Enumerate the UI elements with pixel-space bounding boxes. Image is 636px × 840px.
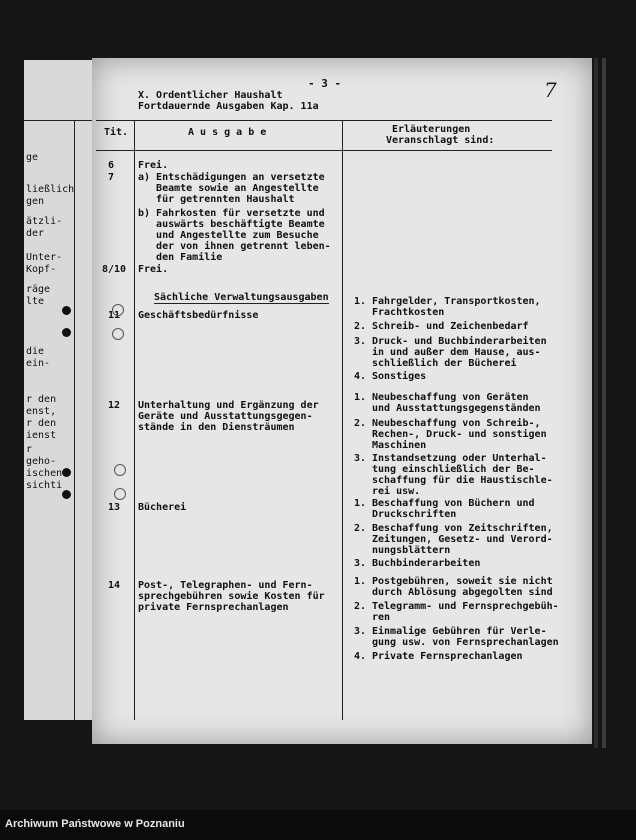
column-rule-tit: [134, 120, 135, 720]
row-7a-line: a) Entschädigungen an versetzte: [138, 172, 325, 183]
row-12-note-number: 3.: [354, 453, 367, 464]
page-edge: [602, 58, 606, 748]
row-13-note-line: Zeitungen, Gesetz- und Verord-: [372, 534, 553, 545]
row-12-note-line: Neubeschaffung von Geräten: [372, 392, 529, 403]
row-14-note-line: durch Ablösung abgegolten sind: [372, 587, 553, 598]
left-page-fragment: [24, 60, 94, 720]
punch-hole: [62, 306, 71, 315]
row-12-text-line: Unterhaltung und Ergänzung der: [138, 400, 319, 411]
column-header-veranschlagt: Veranschlagt sind:: [386, 135, 495, 146]
row-12-note-line: Rechen-, Druck- und sonstigen: [372, 429, 547, 440]
row-14-note-number: 4.: [354, 651, 367, 662]
row-11-note-line: Fahrgelder, Transportkosten,: [372, 296, 541, 307]
row-12-note-line: Instandsetzung oder Unterhal-: [372, 453, 547, 464]
row-6-text: Frei.: [138, 160, 169, 171]
left-page-column-rule: [74, 120, 75, 720]
document-page: [92, 58, 592, 744]
row-12-note-line: rei usw.: [372, 486, 421, 497]
row-7b-line: auswärts beschäftigte Beamte: [138, 219, 325, 230]
binding-clip-mark: [114, 464, 126, 476]
row-12-note-number: 2.: [354, 418, 367, 429]
row-7b-line: den Familie: [138, 252, 223, 263]
left-page-line: ischen: [26, 468, 63, 479]
left-page-line: ge: [26, 152, 39, 163]
row-11-note-line: Sonstiges: [372, 371, 427, 382]
row-12-note-line: Neubeschaffung von Schreib-,: [372, 418, 541, 429]
table-top-rule: [96, 120, 552, 121]
row-14-note-number: 3.: [354, 626, 367, 637]
section-heading: Sächliche Verwaltungsausgaben: [154, 292, 329, 303]
column-header-ausgabe: A u s g a b e: [188, 127, 267, 138]
row-14-text-line: sprechgebühren sowie Kosten für: [138, 591, 325, 602]
row-7b-line: b) Fahrkosten für versetzte und: [138, 208, 325, 219]
punch-hole: [62, 490, 71, 499]
row-14-note-number: 2.: [354, 601, 367, 612]
row-11-note-line: schließlich der Bücherei: [372, 358, 517, 369]
page-mark: - 3 -: [308, 77, 342, 90]
left-page-line: die: [26, 346, 45, 357]
left-page-line: ienst: [26, 430, 57, 441]
left-page-line: lte: [26, 296, 45, 307]
row-14-note-line: Einmalige Gebühren für Verle-: [372, 626, 547, 637]
archive-credit: Archiwum Państwowe w Poznaniu: [5, 818, 185, 830]
left-page-line: Kopf-: [26, 264, 57, 275]
row-11-note-line: in und außer dem Hause, aus-: [372, 347, 541, 358]
row-11-note-number: 2.: [354, 321, 367, 332]
row-11-number: 11: [108, 310, 121, 321]
row-11-note-line: Druck- und Buchbinderarbeiten: [372, 336, 547, 347]
column-rule-ausgabe: [342, 120, 343, 720]
row-14-note-line: ren: [372, 612, 391, 623]
row-13-note-line: Beschaffung von Zeitschriften,: [372, 523, 553, 534]
row-7b-line: und Angestellte zum Besuche: [138, 230, 319, 241]
row-7b-line: der von ihnen getrennt leben-: [138, 241, 331, 252]
left-page-line: ließlich: [26, 184, 75, 195]
binding-clip-mark: [112, 304, 124, 316]
column-header-tit: Tit.: [104, 127, 129, 138]
row-11-text: Geschäftsbedürfnisse: [138, 310, 259, 321]
left-page-line: enst,: [26, 406, 57, 417]
left-page-line: r den: [26, 418, 57, 429]
column-header-erlaeuterungen: Erläuterungen: [392, 124, 471, 135]
row-13-number: 13: [108, 502, 121, 513]
row-12-number: 12: [108, 400, 121, 411]
row-12-note-line: Maschinen: [372, 440, 427, 451]
row-14-note-line: Telegramm- und Fernsprechgebüh-: [372, 601, 559, 612]
row-13-note-line: nungsblättern: [372, 545, 451, 556]
footer-bar: [0, 814, 636, 840]
row-7-number: 7: [108, 172, 115, 183]
row-14-number: 14: [108, 580, 121, 591]
row-13-note-line: Druckschriften: [372, 509, 457, 520]
left-page-line: geho-: [26, 456, 57, 467]
row-11-note-number: 3.: [354, 336, 367, 347]
left-page-line: r: [26, 444, 33, 455]
left-page-line: gen: [26, 196, 45, 207]
row-14-text-line: private Fernsprechanlagen: [138, 602, 289, 613]
left-page-line: sichti: [26, 480, 63, 491]
row-13-note-number: 3.: [354, 558, 367, 569]
row-7a-line: Beamte sowie an Angestellte: [138, 183, 319, 194]
row-11-note-line: Frachtkosten: [372, 307, 445, 318]
row-12-text-line: Geräte und Ausstattungsgegen-: [138, 411, 313, 422]
row-7a-line: für getrennten Haushalt: [138, 194, 295, 205]
row-8-10-number: 8/10: [102, 264, 127, 275]
row-11-note-number: 1.: [354, 296, 367, 307]
left-page-line: räge: [26, 284, 51, 295]
header-line-2: Fortdauernde Ausgaben Kap. 11a: [138, 101, 319, 112]
header-line-1: X. Ordentlicher Haushalt: [138, 90, 283, 101]
row-12-note-line: schaffung für die Haustischle-: [372, 475, 553, 486]
page-number: 7: [544, 78, 557, 102]
row-11-note-number: 4.: [354, 371, 367, 382]
row-12-text-line: stände in den Diensträumen: [138, 422, 295, 433]
row-14-note-line: Postgebühren, soweit sie nicht: [372, 576, 553, 587]
left-page-line: r den: [26, 394, 57, 405]
row-13-note-line: Beschaffung von Büchern und: [372, 498, 535, 509]
row-8-10-text: Frei.: [138, 264, 169, 275]
row-11-note-line: Schreib- und Zeichenbedarf: [372, 321, 529, 332]
row-14-note-line: Private Fernsprechanlagen: [372, 651, 523, 662]
row-12-note-line: tung einschließlich der Be-: [372, 464, 535, 475]
left-page-line: ein-: [26, 358, 51, 369]
row-13-note-line: Buchbinderarbeiten: [372, 558, 481, 569]
page-edge: [594, 58, 598, 748]
punch-hole: [62, 468, 71, 477]
binding-clip-mark: [114, 488, 126, 500]
left-page-line: ätzli-: [26, 216, 63, 227]
row-14-note-line: gung usw. von Fernsprechanlagen: [372, 637, 559, 648]
left-page-rule: [24, 120, 94, 121]
binding-clip-mark: [112, 328, 124, 340]
row-13-text: Bücherei: [138, 502, 187, 513]
row-14-note-number: 1.: [354, 576, 367, 587]
row-13-note-number: 1.: [354, 498, 367, 509]
table-header-rule: [96, 150, 552, 151]
row-12-note-number: 1.: [354, 392, 367, 403]
punch-hole: [62, 328, 71, 337]
row-12-note-line: und Ausstattungsgegenständen: [372, 403, 541, 414]
left-page-line: Unter-: [26, 252, 63, 263]
left-page-line: der: [26, 228, 45, 239]
row-13-note-number: 2.: [354, 523, 367, 534]
row-14-text-line: Post-, Telegraphen- und Fern-: [138, 580, 313, 591]
row-6-number: 6: [108, 160, 115, 171]
